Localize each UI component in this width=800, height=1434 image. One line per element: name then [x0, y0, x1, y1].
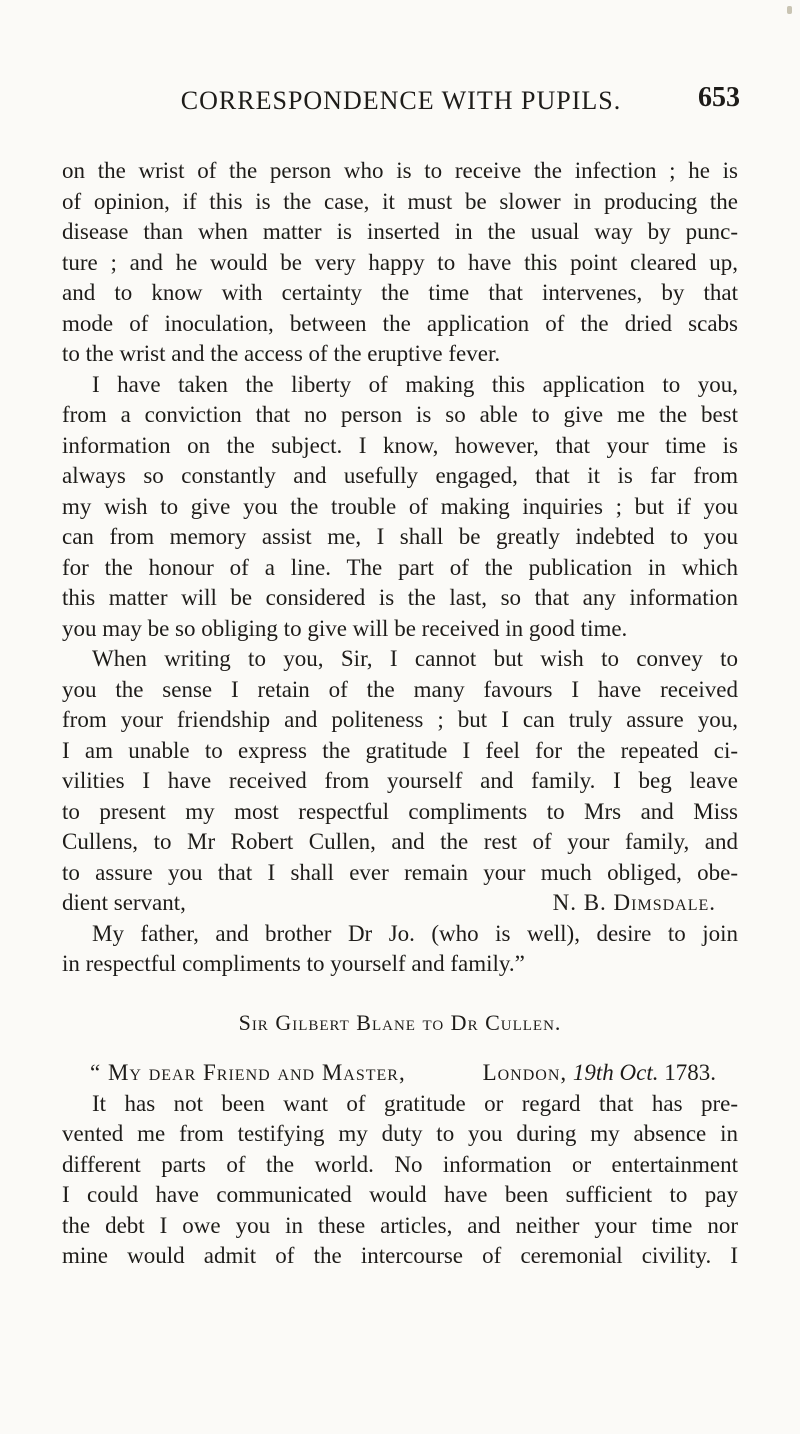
text-line: for the honour of a line. The part of the publication in which [62, 554, 738, 580]
body-text [62, 156, 738, 1272]
text-line: from your friendship and politeness ; but I can truly assure you, [62, 707, 738, 732]
text-line: mine would admit of the intercourse of ceremonial civility. I [62, 1243, 738, 1268]
closing-line [62, 888, 738, 919]
text-line: always so constantly and usefully engaged, that it is far from [62, 463, 738, 488]
signature: N. B. Dimsdale. [552, 890, 716, 915]
text-line: of opinion, if this is the case, it must be slower in producing the [62, 188, 738, 214]
salutation-line [62, 1058, 738, 1089]
page-number: 653 [698, 82, 740, 113]
salutation: “ My dear Friend and Master, [90, 1060, 406, 1085]
text-line: It has not been want of gratitude or regard that has pre- [92, 1090, 738, 1116]
dateline [483, 1058, 738, 1089]
text-line: from a conviction that no person is so able to give me the best [62, 402, 738, 427]
text-line: information on the subject. I know, however, that your time is [62, 432, 738, 458]
text-line: to the wrist and the access of the eruptive fever. [62, 341, 501, 366]
text-line: I have taken the liberty of making this application to you, [92, 371, 738, 397]
text-line: this matter will be considered is the last, so that any information [62, 585, 738, 610]
text-line: I could have communicated would have been sufficient to pay [62, 1182, 738, 1207]
postscript-line: My father, and brother Dr Jo. (who is well), desire to join [92, 920, 738, 946]
text-line: on the wrist of the person who is to receive the infection ; he is [62, 158, 738, 183]
text-line: Cullens, to Mr Robert Cullen, and the rest of your family, and [62, 829, 738, 854]
text-line: you the sense I retain of the many favours I have received [62, 676, 738, 702]
corner-mark [787, 6, 792, 14]
text-line: different parts of the world. No information or entertainment [62, 1151, 738, 1177]
text-line: vilities I have received from yourself and family. I beg leave [62, 768, 738, 793]
text-line: disease than when matter is inserted in the usual way by punc- [62, 219, 738, 244]
text-line: ture ; and he would be very happy to have this point cleared up, [62, 249, 738, 275]
dateline-year: 1783. [664, 1060, 716, 1085]
text-line: and to know with certainty the time that intervenes, by that [62, 280, 738, 305]
text-line: can from memory assist me, I shall be greatly indebted to you [62, 524, 738, 549]
text-line: mode of inoculation, between the application of the dried scabs [62, 310, 738, 336]
text-line: to present my most respectful compliments to Mrs and Miss [62, 798, 738, 824]
text-line: to assure you that I shall ever remain your much obliged, obe- [62, 859, 738, 885]
text-line: vented me from testifying my duty to you during my absence in [62, 1121, 738, 1146]
letter-2-text [62, 1058, 738, 1272]
running-head: CORRESPONDENCE WITH PUPILS. [180, 86, 622, 115]
text-line: my wish to give you the trouble of making inquiries ; but if you [62, 493, 738, 519]
dateline-date: 19th Oct. [572, 1060, 659, 1085]
text-line: the debt I owe you in these articles, and neither your time nor [62, 1212, 738, 1238]
text-line: I am unable to express the gratitude I feel for the repeated ci- [62, 737, 738, 763]
text-line: When writing to you, Sir, I cannot but wish to convey to [92, 646, 738, 671]
dateline-place: London, [482, 1060, 568, 1085]
postscript-line: in respectful compliments to yourself and family.” [62, 951, 525, 976]
page-header [62, 82, 740, 126]
letter-heading: Sir Gilbert Blane to Dr Cullen. [238, 1009, 562, 1035]
closing-text: dient servant, [62, 890, 186, 915]
text-line: you may be so obliging to give will be received in good time. [62, 615, 628, 641]
letter-1-text [62, 156, 738, 980]
